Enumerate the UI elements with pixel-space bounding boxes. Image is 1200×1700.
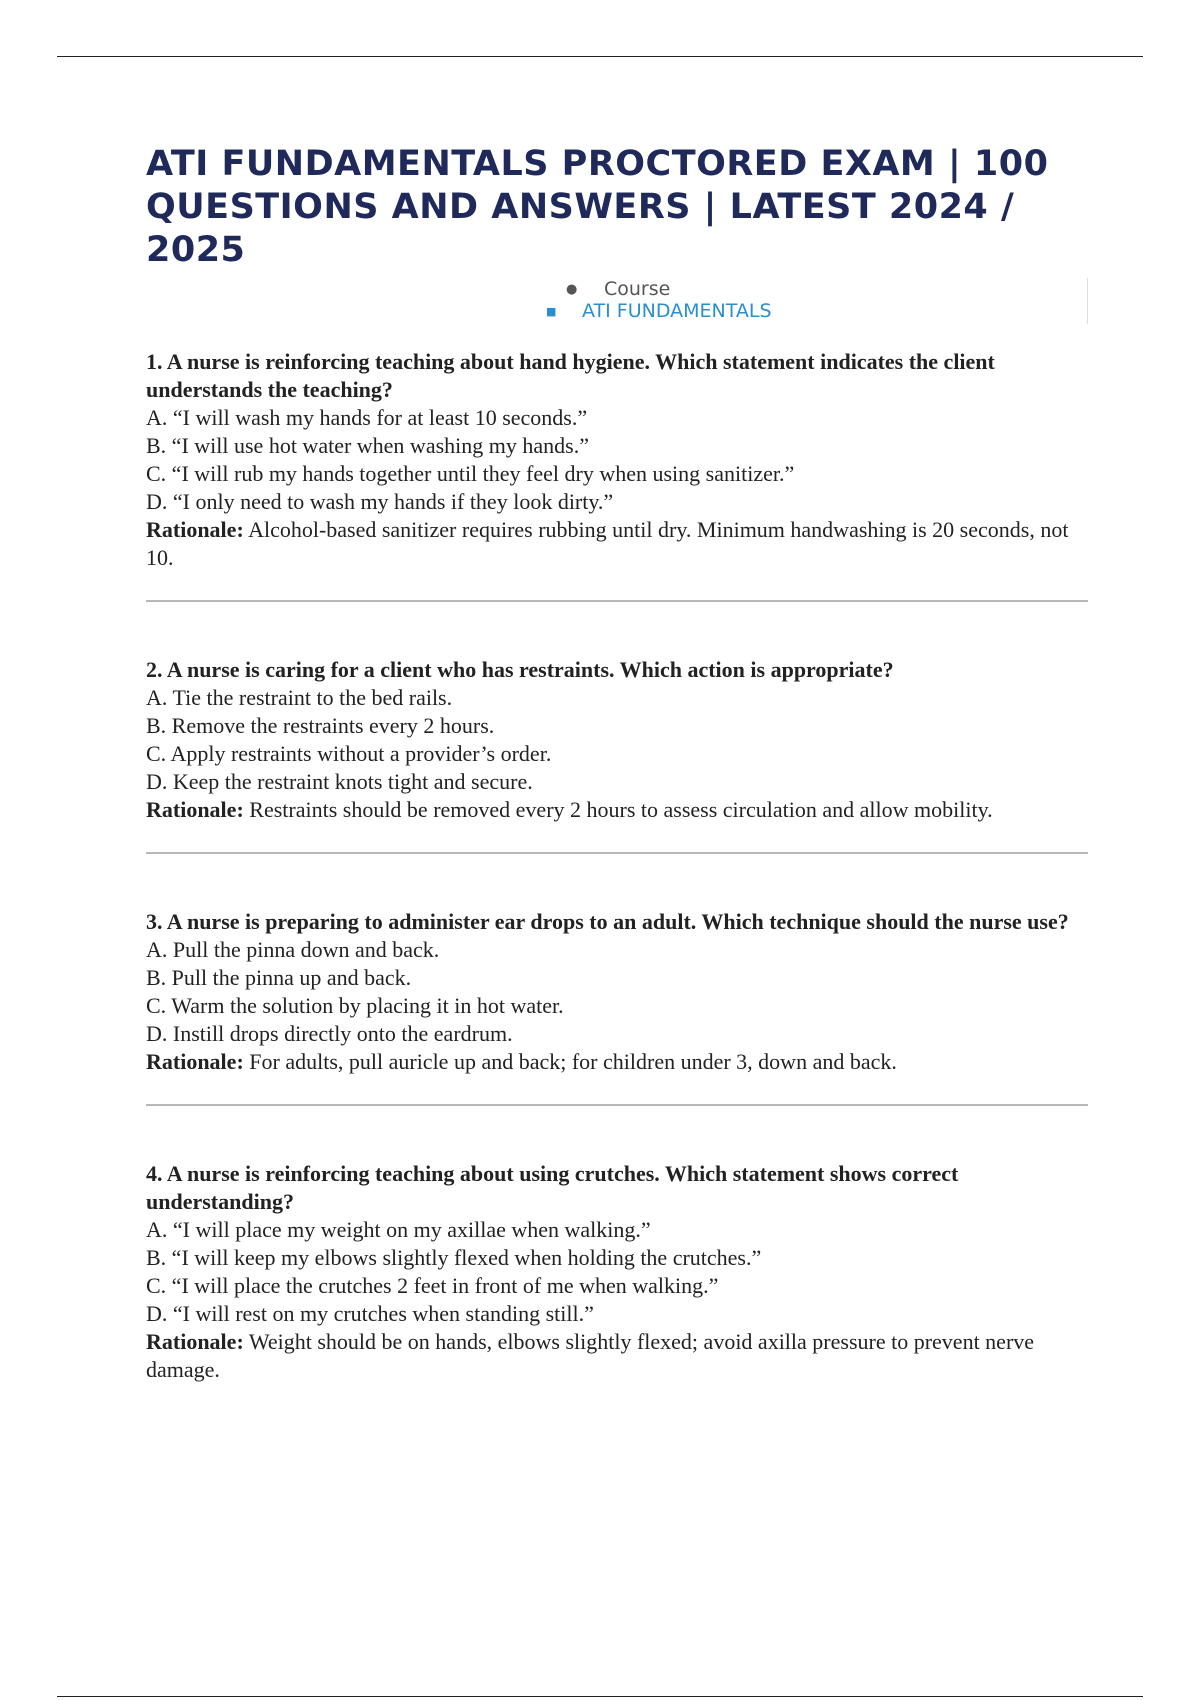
answer-option-b: B. Remove the restraints every 2 hours. xyxy=(146,713,495,738)
rationale xyxy=(146,516,1088,572)
document-title: ATI FUNDAMENTALS PROCTORED EXAM | 100 QUESTIONS AND ANSWERS | LATEST 2024 / 2025 xyxy=(146,144,1049,270)
rationale-label: Rationale: xyxy=(146,1329,244,1354)
answer-option-d: D. “I only need to wash my hands if they look dirty.” xyxy=(146,489,614,514)
answer-option-a: A. Pull the pinna down and back. xyxy=(146,937,440,962)
rationale-label: Rationale: xyxy=(146,797,244,822)
answer-option-b: B. “I will use hot water when washing my hands.” xyxy=(146,433,589,458)
question-stem: 1. A nurse is reinforcing teaching about hand hygiene. Which statement indicates the client understands the teaching? xyxy=(146,349,995,402)
answer-option-b: B. Pull the pinna up and back. xyxy=(146,965,412,990)
rationale-label: Rationale: xyxy=(146,517,244,542)
rationale xyxy=(146,796,1088,824)
rationale-text: Alcohol-based sanitizer requires rubbing until dry. Minimum handwashing is 20 seconds, not 10. xyxy=(146,517,1069,570)
answer-option-d: D. Instill drops directly onto the eardrum. xyxy=(146,1021,513,1046)
square-bullet-icon: ■ xyxy=(546,304,557,318)
rationale-label: Rationale: xyxy=(146,1049,244,1074)
rationale xyxy=(146,1048,1088,1076)
rationale-text: Weight should be on hands, elbows slightly flexed; avoid axilla pressure to prevent nerve damage. xyxy=(146,1329,1035,1382)
rationale xyxy=(146,1328,1088,1384)
rationale-text: Restraints should be removed every 2 hours to assess circulation and allow mobility. xyxy=(249,797,993,822)
question-divider xyxy=(146,852,1088,854)
page-top-rule xyxy=(57,56,1143,57)
question-1 xyxy=(146,348,1088,572)
course-name-link[interactable]: ATI FUNDAMENTALS xyxy=(582,300,772,322)
course-name-line[interactable] xyxy=(546,300,772,323)
answer-option-a: A. “I will wash my hands for at least 10 seconds.” xyxy=(146,405,588,430)
question-3 xyxy=(146,908,1088,1076)
question-divider xyxy=(146,1104,1088,1106)
question-stem: 3. A nurse is preparing to administer ear drops to an adult. Which technique should the nurse use? xyxy=(146,909,1069,934)
bullet-icon: ● xyxy=(566,281,578,297)
answer-option-b: B. “I will keep my elbows slightly flexed when holding the crutches.” xyxy=(146,1245,762,1270)
answer-option-d: D. Keep the restraint knots tight and secure. xyxy=(146,769,533,794)
document-page xyxy=(146,143,1088,1384)
page-bottom-rule xyxy=(57,1696,1143,1697)
answer-option-c: C. “I will place the crutches 2 feet in front of me when walking.” xyxy=(146,1273,719,1298)
question-divider xyxy=(146,600,1088,602)
course-label-line xyxy=(566,278,670,301)
answer-option-a: A. “I will place my weight on my axillae when walking.” xyxy=(146,1217,651,1242)
question-stem: 4. A nurse is reinforcing teaching about using crutches. Which statement shows correct understanding? xyxy=(146,1161,959,1214)
answer-option-c: C. Warm the solution by placing it in hot water. xyxy=(146,993,564,1018)
question-2 xyxy=(146,656,1088,824)
answer-option-a: A. Tie the restraint to the bed rails. xyxy=(146,685,453,710)
question-stem: 2. A nurse is caring for a client who has restraints. Which action is appropriate? xyxy=(146,657,894,682)
course-block xyxy=(146,278,1088,328)
course-label: Course xyxy=(604,278,671,300)
answer-option-c: C. “I will rub my hands together until they feel dry when using sanitizer.” xyxy=(146,461,795,486)
answer-option-d: D. “I will rest on my crutches when standing still.” xyxy=(146,1301,594,1326)
question-4 xyxy=(146,1160,1088,1384)
answer-option-c: C. Apply restraints without a provider’s order. xyxy=(146,741,552,766)
course-block-border xyxy=(1087,278,1088,324)
rationale-text: For adults, pull auricle up and back; for children under 3, down and back. xyxy=(249,1049,897,1074)
